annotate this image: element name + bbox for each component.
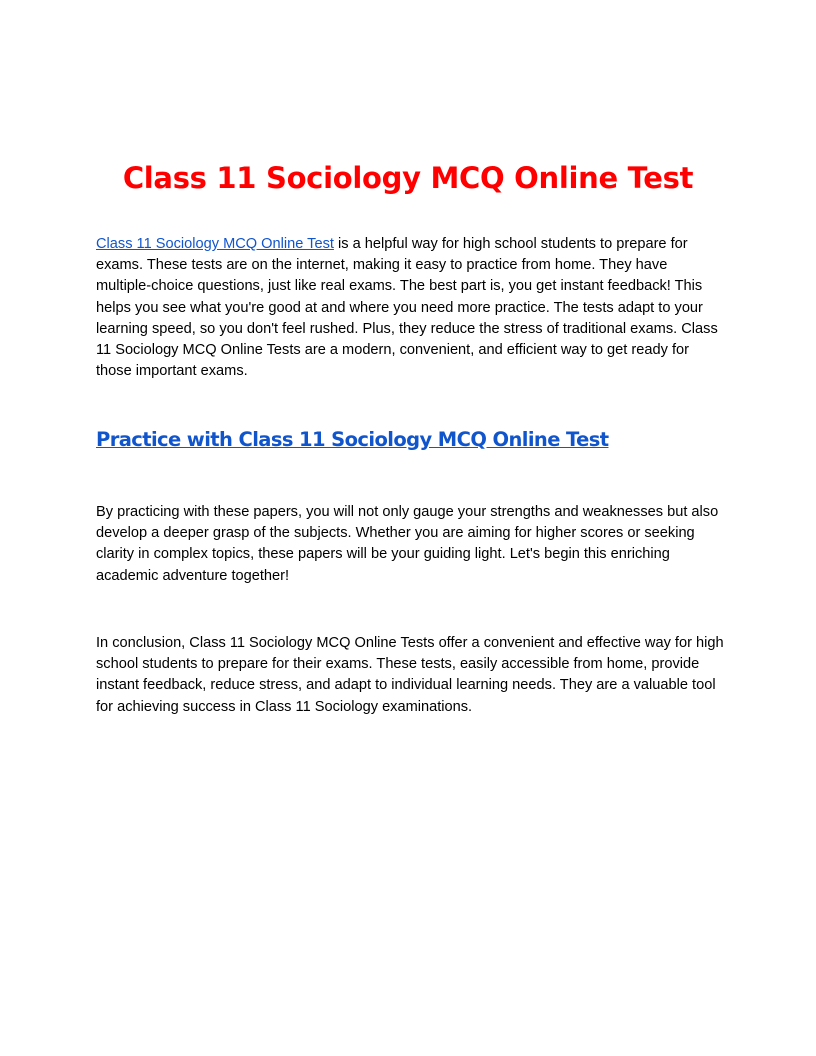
practice-section-heading-link[interactable]: Practice with Class 11 Sociology MCQ Online Test [96, 428, 609, 451]
intro-text: is a helpful way for high school students to prepare for exams. These tests are on the internet, making it easy to practice from home. They have multiple-choice questions, just like real exams. The best part is, you get instant feedback! This helps you see what you're good at and where you need more practice. The tests adapt to your learning speed, so you don't feel rushed. Plus, they reduce the stress of traditional exams. Class 11 Sociology MCQ Online Tests are a modern, convenient, and efficient way to get ready for those important exams. [96, 236, 718, 380]
intro-test-link[interactable]: Class 11 Sociology MCQ Online Test [96, 236, 334, 252]
intro-paragraph [96, 234, 724, 382]
conclusion-paragraph: In conclusion, Class 11 Sociology MCQ Online Tests offer a convenient and effective way for high school students to prepare for their exams. These tests, easily accessible from home, provide instant feedback, reduce stress, and adapt to individual learning needs. They are a valuable tool for achieving success in Class 11 Sociology examinations. [96, 635, 724, 715]
page-title: Class 11 Sociology MCQ Online Test [122, 161, 694, 195]
practice-paragraph: By practicing with these papers, you will not only gauge your strengths and weaknesses but also develop a deeper grasp of the subjects. Whether you are aiming for higher scores or seeking clarity in complex topics, these papers will be your guiding light. Let's begin this enriching academic adventure together! [96, 504, 719, 584]
